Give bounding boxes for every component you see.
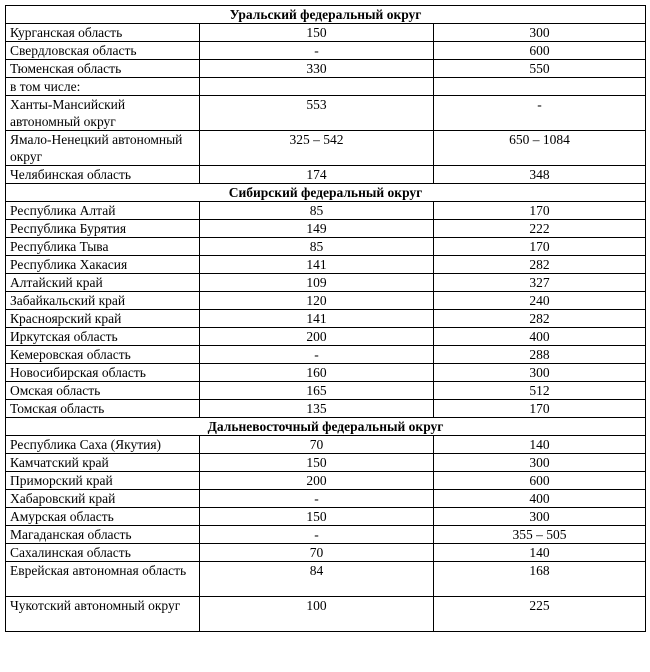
value-cell-2: 168 xyxy=(434,562,646,597)
region-cell: Томская область xyxy=(6,400,200,418)
region-cell: Республика Тыва xyxy=(6,238,200,256)
region-cell: Красноярский край xyxy=(6,310,200,328)
data-table xyxy=(5,5,646,632)
table-row xyxy=(6,166,646,184)
table-row xyxy=(6,96,646,131)
section-title: Сибирский федеральный округ xyxy=(6,184,646,202)
value-cell-1: - xyxy=(200,526,434,544)
table-row xyxy=(6,328,646,346)
value-cell-2: 225 xyxy=(434,597,646,632)
region-cell: Республика Бурятия xyxy=(6,220,200,238)
section-header-row xyxy=(6,184,646,202)
region-cell: Челябинская область xyxy=(6,166,200,184)
value-cell-1: 109 xyxy=(200,274,434,292)
value-cell-1: 70 xyxy=(200,436,434,454)
region-cell: Тюменская область xyxy=(6,60,200,78)
value-cell-2: 170 xyxy=(434,238,646,256)
value-cell-2: 300 xyxy=(434,364,646,382)
region-cell: Забайкальский край xyxy=(6,292,200,310)
region-cell: Хабаровский край xyxy=(6,490,200,508)
value-cell-2: 348 xyxy=(434,166,646,184)
table-row xyxy=(6,256,646,274)
table-row xyxy=(6,131,646,166)
value-cell-1: 150 xyxy=(200,508,434,526)
value-cell-2: 600 xyxy=(434,42,646,60)
region-cell: Магаданская область xyxy=(6,526,200,544)
value-cell-2: 140 xyxy=(434,436,646,454)
value-cell-1: 553 xyxy=(200,96,434,131)
region-cell: в том числе: xyxy=(6,78,200,96)
value-cell-2: 300 xyxy=(434,508,646,526)
table-row xyxy=(6,508,646,526)
table-row xyxy=(6,346,646,364)
table-row xyxy=(6,436,646,454)
value-cell-1: 150 xyxy=(200,454,434,472)
value-cell-2: 300 xyxy=(434,454,646,472)
region-cell: Новосибирская область xyxy=(6,364,200,382)
region-cell: Курганская область xyxy=(6,24,200,42)
table-row xyxy=(6,60,646,78)
region-cell: Алтайский край xyxy=(6,274,200,292)
region-cell: Приморский край xyxy=(6,472,200,490)
value-cell-2: 400 xyxy=(434,328,646,346)
region-cell: Республика Хакасия xyxy=(6,256,200,274)
value-cell-2: 355 – 505 xyxy=(434,526,646,544)
value-cell-1: - xyxy=(200,42,434,60)
value-cell-2: 600 xyxy=(434,472,646,490)
value-cell-1: - xyxy=(200,346,434,364)
section-header-row xyxy=(6,6,646,24)
value-cell-1: 85 xyxy=(200,238,434,256)
value-cell-2: 282 xyxy=(434,310,646,328)
region-cell: Еврейская автономная область xyxy=(6,562,200,597)
table-row xyxy=(6,42,646,60)
value-cell-2: 327 xyxy=(434,274,646,292)
table-row xyxy=(6,526,646,544)
region-cell: Чукотский автономный округ xyxy=(6,597,200,632)
value-cell-1: 120 xyxy=(200,292,434,310)
value-cell-1: 141 xyxy=(200,310,434,328)
value-cell-1: - xyxy=(200,490,434,508)
value-cell-1: 100 xyxy=(200,597,434,632)
value-cell-2: 288 xyxy=(434,346,646,364)
value-cell-1 xyxy=(200,78,434,96)
value-cell-1: 135 xyxy=(200,400,434,418)
region-cell: Ямало-Ненецкий автономный округ xyxy=(6,131,200,166)
value-cell-1: 330 xyxy=(200,60,434,78)
value-cell-1: 165 xyxy=(200,382,434,400)
value-cell-2: 400 xyxy=(434,490,646,508)
value-cell-2: 512 xyxy=(434,382,646,400)
value-cell-1: 325 – 542 xyxy=(200,131,434,166)
table-row xyxy=(6,78,646,96)
value-cell-1: 70 xyxy=(200,544,434,562)
table-row xyxy=(6,597,646,632)
value-cell-2: 650 – 1084 xyxy=(434,131,646,166)
region-cell: Сахалинская область xyxy=(6,544,200,562)
table-row xyxy=(6,292,646,310)
table-row xyxy=(6,310,646,328)
table-row xyxy=(6,220,646,238)
table-row xyxy=(6,562,646,597)
region-cell: Ханты-Мансийский автономный округ xyxy=(6,96,200,131)
table-row xyxy=(6,238,646,256)
value-cell-2: - xyxy=(434,96,646,131)
section-header-row xyxy=(6,418,646,436)
value-cell-2: 170 xyxy=(434,202,646,220)
table-body xyxy=(6,6,646,632)
value-cell-2: 140 xyxy=(434,544,646,562)
region-cell: Камчатский край xyxy=(6,454,200,472)
table-row xyxy=(6,400,646,418)
value-cell-2 xyxy=(434,78,646,96)
value-cell-1: 150 xyxy=(200,24,434,42)
region-cell: Республика Саха (Якутия) xyxy=(6,436,200,454)
value-cell-2: 282 xyxy=(434,256,646,274)
value-cell-1: 174 xyxy=(200,166,434,184)
value-cell-1: 84 xyxy=(200,562,434,597)
value-cell-1: 141 xyxy=(200,256,434,274)
region-cell: Иркутская область xyxy=(6,328,200,346)
region-cell: Амурская область xyxy=(6,508,200,526)
value-cell-2: 240 xyxy=(434,292,646,310)
table-row xyxy=(6,490,646,508)
table-row xyxy=(6,472,646,490)
table-row xyxy=(6,544,646,562)
table-row xyxy=(6,24,646,42)
value-cell-1: 160 xyxy=(200,364,434,382)
table-row xyxy=(6,274,646,292)
value-cell-1: 85 xyxy=(200,202,434,220)
value-cell-2: 550 xyxy=(434,60,646,78)
region-cell: Свердловская область xyxy=(6,42,200,60)
section-title: Дальневосточный федеральный округ xyxy=(6,418,646,436)
value-cell-1: 200 xyxy=(200,472,434,490)
region-cell: Омская область xyxy=(6,382,200,400)
table-row xyxy=(6,202,646,220)
value-cell-2: 222 xyxy=(434,220,646,238)
value-cell-1: 200 xyxy=(200,328,434,346)
table-row xyxy=(6,382,646,400)
section-title: Уральский федеральный округ xyxy=(6,6,646,24)
region-cell: Кемеровская область xyxy=(6,346,200,364)
region-cell: Республика Алтай xyxy=(6,202,200,220)
table-row xyxy=(6,454,646,472)
value-cell-1: 149 xyxy=(200,220,434,238)
table-row xyxy=(6,364,646,382)
value-cell-2: 170 xyxy=(434,400,646,418)
value-cell-2: 300 xyxy=(434,24,646,42)
